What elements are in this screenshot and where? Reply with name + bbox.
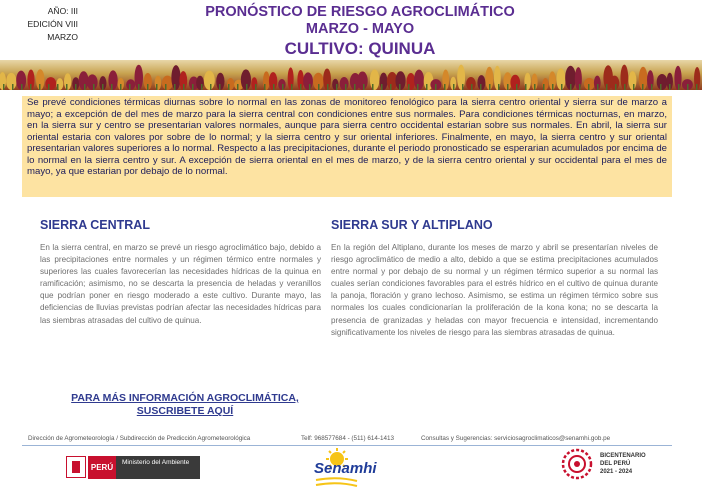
quinoa-stem xyxy=(147,84,149,90)
summary-text: Se prevé condiciones térmicas diurnas sobre lo normal en las zonas de monitoreo fenológico para la sierra centro oriental y sierra sur de marzo a mayo; a excepción de del mes de marzo para la sierra central con condiciones entre sus normales. Para condiciones térmicas nocturnas, en marzo, en la sierra sur y centro se presentarian valores normales, aunque para sierra centro occidental estarian sobre sus normales. En abril, la sierra sur oriental estaria con valores por sobre de lo normal; y la sierra centro y sur oriental inferiores. Finalmente, en mayo, la sierra centro y sur oriental presentarian valores superiores a lo normal. Respecto a las precipitaciones, durante el periodo pronosticado se esperarian acumulados por encima de lo normal en la sierra centro y sur. A excepción de sierra oriental en el mes de marzo, y de la sierra centro oriental y sur occidental para el mes de mayo, ya que estarian por debajo de lo normal. xyxy=(27,97,667,178)
quinoa-panicle xyxy=(340,77,349,90)
quinoa-stem xyxy=(462,84,464,90)
page-title: PRONÓSTICO DE RIESGO AGROCLIMÁTICO xyxy=(205,4,515,20)
quinoa-panicle xyxy=(6,73,16,90)
quinoa-panicle xyxy=(556,68,565,90)
forecast-period: MARZO - MAYO xyxy=(305,21,415,37)
quinoa-panicle xyxy=(395,71,405,90)
issue-year: AÑO: III xyxy=(47,6,78,16)
quinoa-panicle xyxy=(674,66,681,90)
quinoa-panicle xyxy=(278,79,285,90)
quinoa-stem xyxy=(201,84,203,90)
quinoa-stem xyxy=(165,84,167,90)
quinoa-stem xyxy=(534,84,536,90)
footer-consultas[interactable]: Consultas y Sugerencias: serviciosagroclimaticos@senamhi.gob.pe xyxy=(421,435,611,442)
quinoa-stem xyxy=(345,84,347,90)
quinoa-stem xyxy=(84,84,86,90)
quinoa-panicle xyxy=(288,67,294,90)
quinoa-plants-illustration xyxy=(0,60,702,90)
subscribe-link[interactable] xyxy=(50,392,320,418)
quinoa-stem xyxy=(3,84,5,90)
quinoa-stem xyxy=(156,84,158,90)
quinoa-stem xyxy=(381,84,383,90)
quinoa-panicle xyxy=(510,75,520,90)
quinoa-stem xyxy=(435,84,437,90)
quinoa-panicle xyxy=(629,71,637,90)
quinoa-stem xyxy=(264,84,266,90)
quinoa-stem xyxy=(138,84,140,90)
quinoa-stem xyxy=(651,84,653,90)
quinoa-panicle xyxy=(204,71,215,90)
quinoa-panicle xyxy=(241,69,251,90)
quinoa-stem xyxy=(606,84,608,90)
bicentenario-line3: 2021 - 2024 xyxy=(600,469,633,475)
bicentenario-line1: BICENTENARIO xyxy=(600,453,646,459)
quinoa-stem xyxy=(498,84,500,90)
quinoa-stem xyxy=(489,84,491,90)
quinoa-stem xyxy=(579,84,581,90)
quinoa-stem xyxy=(417,84,419,90)
quinoa-panicle xyxy=(370,69,379,90)
quinoa-panicle xyxy=(357,72,367,90)
quinoa-stem xyxy=(543,84,545,90)
quinoa-panicle xyxy=(657,74,668,90)
quinoa-stem xyxy=(120,84,122,90)
quinoa-stem xyxy=(228,84,230,90)
quinoa-stem xyxy=(588,84,590,90)
quinoa-panicle xyxy=(79,71,89,90)
subscribe-link-line1: PARA MÁS INFORMACIÓN AGROCLIMÁTICA, xyxy=(71,392,299,404)
senamhi-logo xyxy=(312,448,394,490)
senamhi-sun-icon xyxy=(312,448,394,490)
section-heading-sierra-central: SIERRA CENTRAL xyxy=(40,218,150,232)
quinoa-stem xyxy=(21,84,23,90)
quinoa-stem xyxy=(255,84,257,90)
quinoa-stem xyxy=(327,84,329,90)
quinoa-stem xyxy=(471,84,473,90)
quinoa-stem xyxy=(12,84,14,90)
quinoa-panicle xyxy=(332,79,338,90)
quinoa-stem xyxy=(552,84,554,90)
quinoa-stem xyxy=(363,84,365,90)
quinoa-stem xyxy=(291,84,293,90)
quinoa-panicle xyxy=(407,73,416,90)
quinoa-panicle xyxy=(303,72,313,90)
summary-box xyxy=(22,96,672,197)
section-body-sierra-sur: En la región del Altiplano, durante los meses de marzo y abril se presentarían niveles de riesgo agroclimático de medio a alto, debido a que se estima precipitaciones acumulados entre normal y por debajo de su normal y un régimen térmico superior a su normal las cuales serían condiciones favorables para el estrés hídrico en el cultivo de quinua durante la panoja, floración y grano lechoso. Asimismo, se estima un régimen térmico sobre sus normales los cuales condicionarían la proliferación de la kona kona; no se descarta la presencia de granizadas y heladas con mayor frecuencia e intensidad, incrementando significativamente los niveles de riesgo para las siembras atrasadas de quinua. xyxy=(331,243,658,337)
quinoa-stem xyxy=(57,84,59,90)
quinoa-stem xyxy=(480,84,482,90)
quinoa-panicle xyxy=(380,73,388,90)
quinoa-stem xyxy=(669,84,671,90)
quinoa-stem xyxy=(48,84,50,90)
quinoa-stem xyxy=(444,84,446,90)
quinoa-stem xyxy=(66,84,68,90)
quinoa-stem xyxy=(282,84,284,90)
quinoa-panicle xyxy=(494,66,501,90)
quinoa-stem xyxy=(642,84,644,90)
quinoa-panicle xyxy=(162,76,173,90)
section-body-sierra-central: En la sierra central, en marzo se prevé un riesgo agroclimático bajo, debido a las precipitaciones entre normales y un régimen térmico entre normales y superiores las cuales favorecerían las necesidades hídricas de la quinua en ramificación; asimismo, no se descarta la presencia de heladas y veranillos que podrían poner en riesgo moderado a este cultivo. Durante mayo, las deficiencias de lluvias previstas podrían afectar las necesidades hídricas para las siembras atrasadas del cultivo de quinua. xyxy=(40,243,321,325)
quinoa-stem xyxy=(507,84,509,90)
bicentenario-line2: DEL PERÚ xyxy=(600,461,631,467)
quinoa-stem xyxy=(39,84,41,90)
bicentenario-text xyxy=(600,452,646,476)
quinoa-panicle xyxy=(575,67,582,90)
quinoa-stem xyxy=(633,84,635,90)
quinoa-stem xyxy=(102,84,104,90)
quinoa-stem xyxy=(678,84,680,90)
quinoa-stem xyxy=(687,84,689,90)
senamhi-wordmark: Senamhi xyxy=(314,460,377,477)
ministerio-label: Ministerio del Ambiente xyxy=(116,456,200,479)
bicentenario-emblem-icon xyxy=(560,447,594,481)
quinoa-stem xyxy=(210,84,212,90)
quinoa-stem xyxy=(561,84,563,90)
quinoa-stem xyxy=(453,84,455,90)
quinoa-stem xyxy=(219,84,221,90)
quinoa-stem xyxy=(30,84,32,90)
quinoa-panicle xyxy=(126,79,135,90)
quinoa-stem xyxy=(696,84,698,90)
quinoa-panicle xyxy=(45,77,56,90)
quinoa-stem xyxy=(336,84,338,90)
quinoa-stem xyxy=(174,84,176,90)
quinoa-stem xyxy=(660,84,662,90)
quinoa-panicle xyxy=(155,76,162,90)
quinoa-stem xyxy=(273,84,275,90)
quinoa-panicle xyxy=(442,69,449,90)
quinoa-stem xyxy=(309,84,311,90)
quinoa-stem xyxy=(75,84,77,90)
issue-edition: EDICIÓN VIII xyxy=(27,19,78,29)
quinoa-stem xyxy=(93,84,95,90)
subscribe-link-line2: SUSCRIBETE AQUÍ xyxy=(136,405,234,417)
quinoa-stem xyxy=(426,84,428,90)
quinoa-stem xyxy=(615,84,617,90)
footer-telefono: Telf: 968577684 - (511) 614-1413 xyxy=(301,435,395,442)
quinoa-stem xyxy=(390,84,392,90)
quinoa-stem xyxy=(192,84,194,90)
quinoa-stem xyxy=(300,84,302,90)
peru-minam-logo xyxy=(66,456,200,479)
quinoa-stem xyxy=(408,84,410,90)
quinoa-panicle xyxy=(196,76,204,90)
quinoa-stem xyxy=(246,84,248,90)
crop-title: CULTIVO: QUINUA xyxy=(284,39,436,58)
quinoa-stem xyxy=(525,84,527,90)
quinoa-stem xyxy=(570,84,572,90)
quinoa-stem xyxy=(318,84,320,90)
quinoa-stem xyxy=(237,84,239,90)
quinoa-panicle xyxy=(87,74,98,90)
quinoa-stem xyxy=(183,84,185,90)
quinoa-field-banner xyxy=(0,60,702,90)
quinoa-stem xyxy=(399,84,401,90)
quinoa-panicle xyxy=(108,70,117,90)
peru-shield-icon xyxy=(66,456,86,478)
quinoa-panicle xyxy=(171,65,180,90)
quinoa-panicle xyxy=(414,70,424,90)
quinoa-stem xyxy=(372,84,374,90)
quinoa-panicle xyxy=(457,65,465,90)
footer-divider xyxy=(22,445,672,446)
quinoa-stem xyxy=(129,84,131,90)
quinoa-stem xyxy=(354,84,356,90)
quinoa-panicle xyxy=(466,77,476,90)
footer-direccion: Dirección de Agrometeorología / Subdirección de Predicción Agrometeorológica xyxy=(28,435,251,442)
quinoa-stem xyxy=(624,84,626,90)
section-heading-sierra-sur: SIERRA SUR Y ALTIPLANO xyxy=(331,218,493,232)
quinoa-stem xyxy=(111,84,113,90)
bicentenario-logo xyxy=(560,447,660,483)
quinoa-panicle xyxy=(610,76,620,90)
quinoa-stem xyxy=(516,84,518,90)
quinoa-stem xyxy=(597,84,599,90)
issue-month: MARZO xyxy=(47,32,78,42)
quinoa-panicle xyxy=(647,70,654,90)
quinoa-panicle xyxy=(64,73,71,90)
peru-label: PERÚ xyxy=(88,456,116,479)
